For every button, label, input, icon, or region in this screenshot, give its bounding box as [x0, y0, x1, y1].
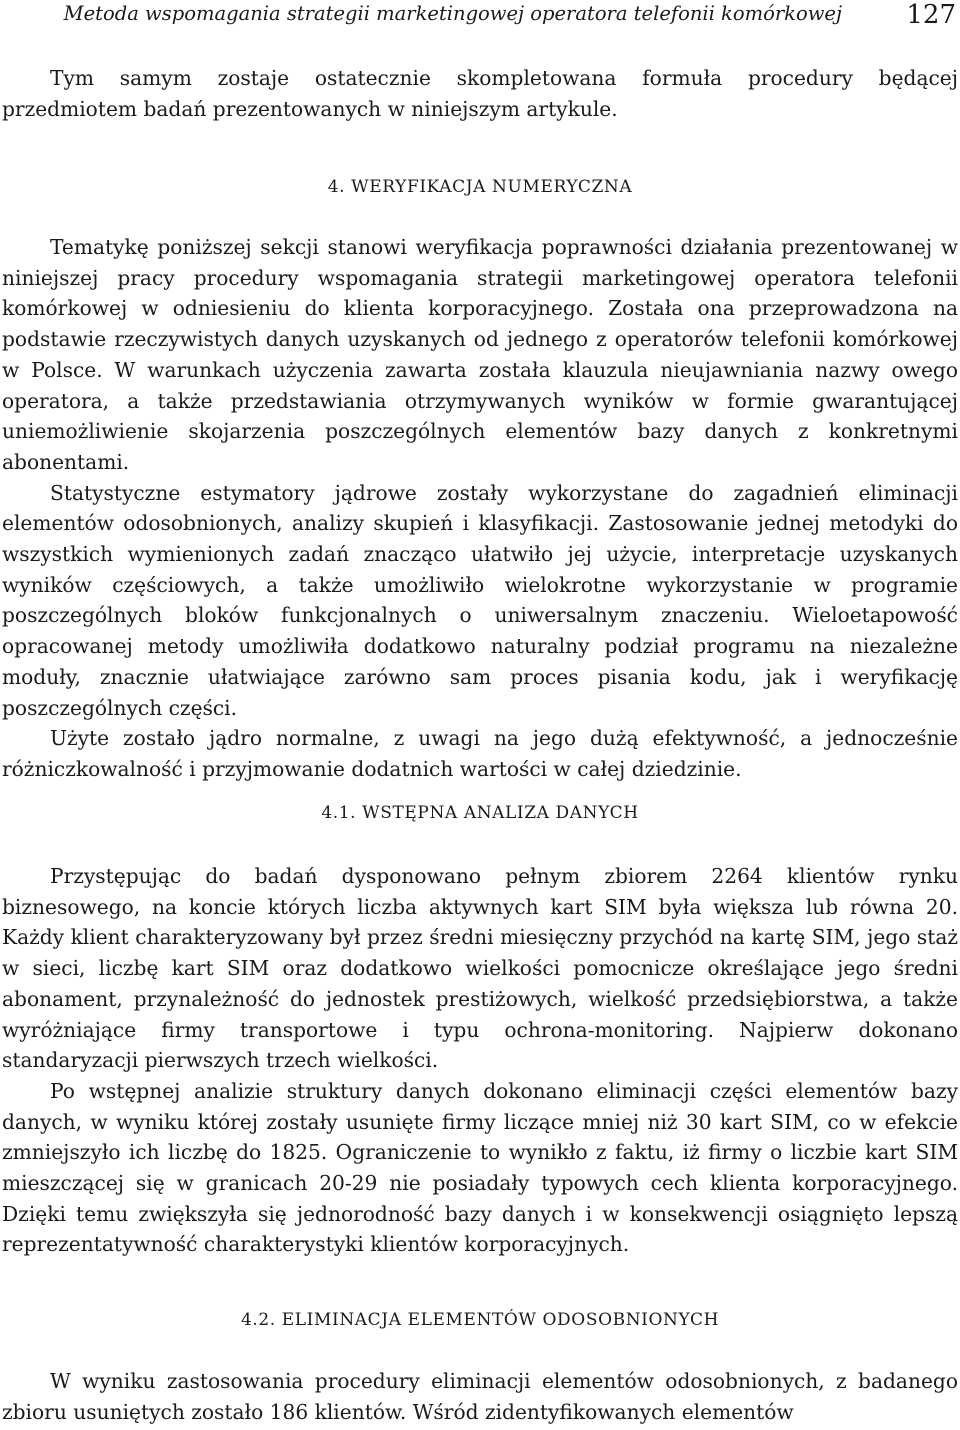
running-head: [2, 0, 958, 32]
section-4-1-body: [2, 861, 958, 1260]
section-4-heading: 4. WERYFIKACJA NUMERYCZNA: [327, 177, 633, 197]
intro-block: [2, 63, 958, 124]
page-number: 127: [906, 0, 956, 30]
section-4-2-body: [2, 1366, 958, 1427]
section-4-1-paragraph-2: Po wstępnej analizie struktury danych dokonano eliminacji części elementów bazy danych, w wyniku której zostały usunięte firmy liczące mniej niż 30 kart SIM, co w efekcie zmniejszyło ich liczbę do 1825. Ograniczenie to wynikło z faktu, iż firmy o liczbie kart SIM mieszczącej się w granicach 20-29 nie posiadały typowych cech klienta korporacyjnego. Dzięki temu zwiększyła się jednorodność bazy danych i w konsekwencji osiągnięto lepszą reprezentatywność charakterystyki klientów korporacyjnych.: [2, 1078, 958, 1257]
section-4-paragraph-2: Statystyczne estymatory jądrowe zostały wykorzystane do zagadnień eliminacji elementów odosobnionych, analizy skupień i klasyfikacji. Zastosowanie jednej metodyki do wszystkich wymienionych zadań znacząco ułatwiło jej użycie, interpretacje uzyskanych wyników częściowych, a także umożliwiło wielokrotne wykorzystanie w programie poszczególnych bloków funkcjonalnych o uniwersalnym znaczeniu. Wieloetapowość opracowanej metody umożliwiła dodatkowo naturalny podział programu na niezależne moduły, znacznie ułatwiające zarówno sam proces pisania kodu, jak i weryfikację poszczególnych części.: [2, 480, 958, 720]
intro-paragraph: Tym samym zostaje ostatecznie skompletowana formuła procedury będącej przedmiotem badań prezentowanych w niniejszym artykule.: [2, 66, 958, 121]
section-4-body: [2, 232, 958, 785]
section-4-1-heading: 4.1. WSTĘPNA ANALIZA DANYCH: [321, 803, 639, 823]
running-title: Metoda wspomagania strategii marketingowej operatora telefonii komórkowej: [63, 2, 842, 25]
section-4-2-paragraph-1: W wyniku zastosowania procedury eliminacji elementów odosobnionych, z badanego zbioru usuniętych zostało 186 klientów. Wśród zidentyfikowanych elementów: [2, 1369, 958, 1424]
section-4-paragraph-1: Tematykę poniższej sekcji stanowi weryfikacja poprawności działania prezentowanej w niniejszej pracy procedury wspomagania strategii marketingowej operatora telefonii komórkowej w odniesieniu do klienta korporacyjnego. Została ona przeprowadzona na podstawie rzeczywistych danych uzyskanych od jednego z operatorów telefonii komórkowej w Polsce. W warunkach użyczenia zawarta została klauzula nieujawniania nazwy owego operatora, a także przedstawiania otrzymywanych wyników w formie gwarantującej uniemożliwienie skojarzenia poszczególnych elementów bazy danych z konkretnymi abonentami.: [2, 235, 958, 474]
section-4-2-heading: 4.2. ELIMINACJA ELEMENTÓW ODOSOBNIONYCH: [240, 1310, 720, 1330]
section-4-paragraph-3: Użyte zostało jądro normalne, z uwagi na jego dużą efektywność, a jednocześnie różniczkowalność i przyjmowanie dodatnich wartości w całej dziedzinie.: [2, 726, 958, 781]
section-4-1-paragraph-1: Przystępując do badań dysponowano pełnym zbiorem 2264 klientów rynku biznesowego, na koncie których liczba aktywnych kart SIM była większa lub równa 20. Każdy klient charakteryzowany był przez średni miesięczny przychód na kartę SIM, jego staż w sieci, liczbę kart SIM oraz dodatkowo wielkości pomocnicze określające jego średni abonament, przynależność do jednostek prestiżowych, wielkość przedsiębiorstwa, a także wyróżniające firmy transportowe i typu ochrona-monitoring. Najpierw dokonano standaryzacji pierwszych trzech wielkości.: [2, 864, 958, 1073]
